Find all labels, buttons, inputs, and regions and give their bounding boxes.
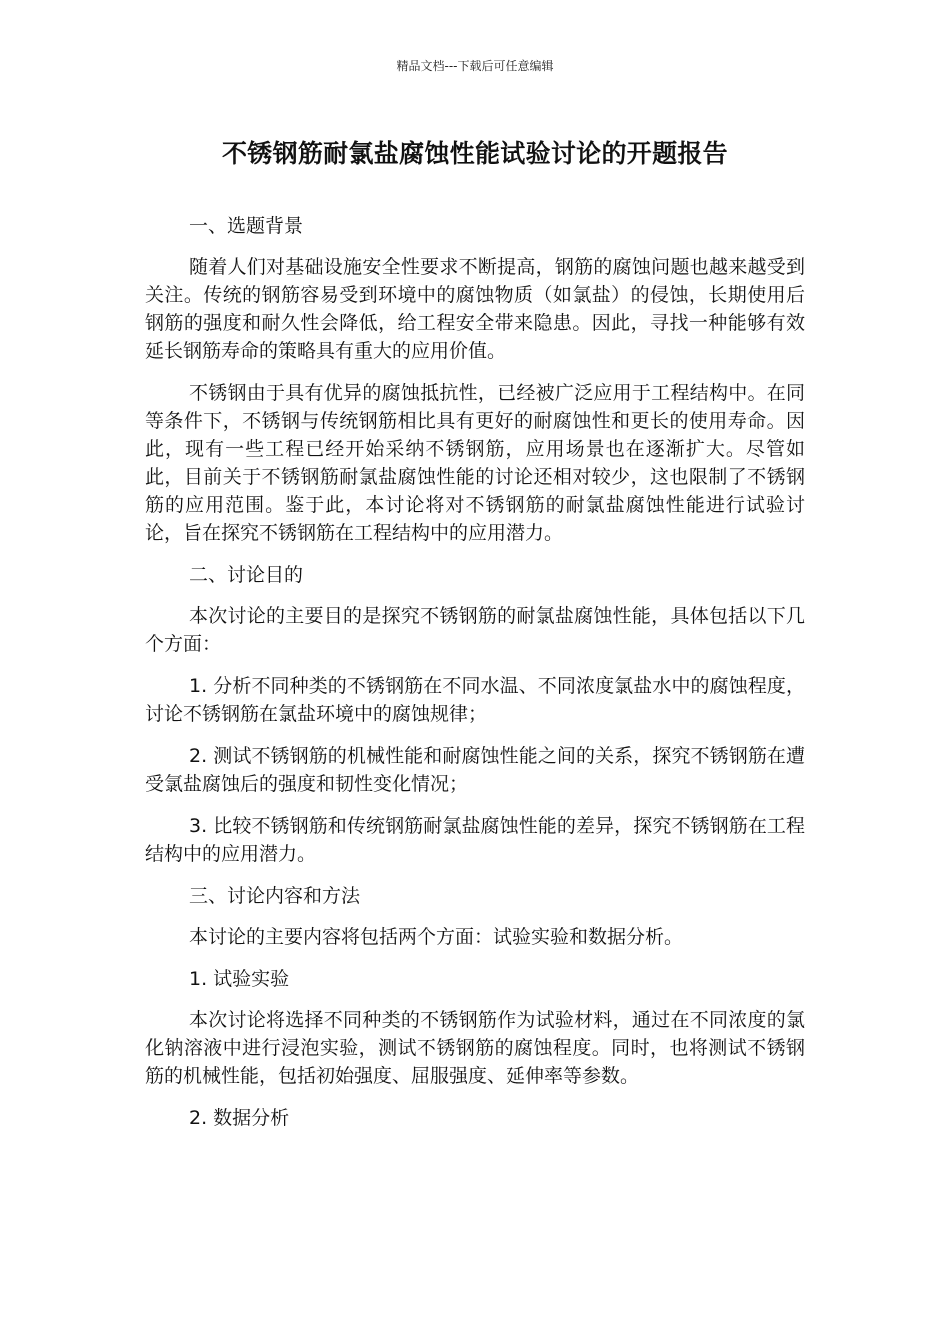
document-body bbox=[145, 212, 805, 1145]
paragraph-purpose-intro: 本次讨论的主要目的是探究不锈钢筋的耐氯盐腐蚀性能，具体包括以下几个方面： bbox=[145, 605, 805, 655]
list-item-purpose-3: 3. 比较不锈钢筋和传统钢筋耐氯盐腐蚀性能的差异，探究不锈钢筋在工程结构中的应用潜力。 bbox=[145, 815, 805, 865]
section-heading-purpose: 二、讨论目的 bbox=[189, 564, 304, 586]
section-heading-methods: 三、讨论内容和方法 bbox=[189, 885, 361, 907]
paragraph-background-2: 不锈钢由于具有优异的腐蚀抵抗性，已经被广泛应用于工程结构中。在同等条件下，不锈钢与传统钢筋相比具有更好的耐腐蚀性和更长的使用寿命。因此，现有一些工程已经开始采纳不锈钢筋，应用场景也在逐渐扩大。尽管如此，目前关于不锈钢筋耐氯盐腐蚀性能的讨论还相对较少，这也限制了不锈钢筋的应用范围。鉴于此，本讨论将对不锈钢筋的耐氯盐腐蚀性能进行试验讨论，旨在探究不锈钢筋在工程结构中的应用潜力。 bbox=[145, 382, 805, 544]
page-header-note: 精品文档---下载后可任意编辑 bbox=[396, 59, 554, 73]
document-title: 不锈钢筋耐氯盐腐蚀性能试验讨论的开题报告 bbox=[221, 139, 728, 168]
subheading-data-analysis: 2. 数据分析 bbox=[189, 1107, 290, 1129]
list-item-purpose-2: 2. 测试不锈钢筋的机械性能和耐腐蚀性能之间的关系，探究不锈钢筋在遭受氯盐腐蚀后的强度和韧性变化情况； bbox=[145, 745, 805, 795]
paragraph-methods-intro: 本讨论的主要内容将包括两个方面：试验实验和数据分析。 bbox=[189, 926, 684, 948]
paragraph-experiment: 本次讨论将选择不同种类的不锈钢筋作为试验材料，通过在不同浓度的氯化钠溶液中进行浸泡实验，测试不锈钢筋的腐蚀程度。同时，也将测试不锈钢筋的机械性能，包括初始强度、屈服强度、延伸率等参数。 bbox=[145, 1009, 805, 1087]
paragraph-background-1: 随着人们对基础设施安全性要求不断提高，钢筋的腐蚀问题也越来越受到关注。传统的钢筋容易受到环境中的腐蚀物质（如氯盐）的侵蚀，长期使用后钢筋的强度和耐久性会降低，给工程安全带来隐患。因此，寻找一种能够有效延长钢筋寿命的策略具有重大的应用价值。 bbox=[145, 256, 805, 362]
subheading-experiment: 1. 试验实验 bbox=[189, 968, 290, 990]
list-item-purpose-1: 1. 分析不同种类的不锈钢筋在不同水温、不同浓度氯盐水中的腐蚀程度，讨论不锈钢筋在氯盐环境中的腐蚀规律； bbox=[145, 675, 805, 725]
section-heading-background: 一、选题背景 bbox=[189, 215, 304, 237]
